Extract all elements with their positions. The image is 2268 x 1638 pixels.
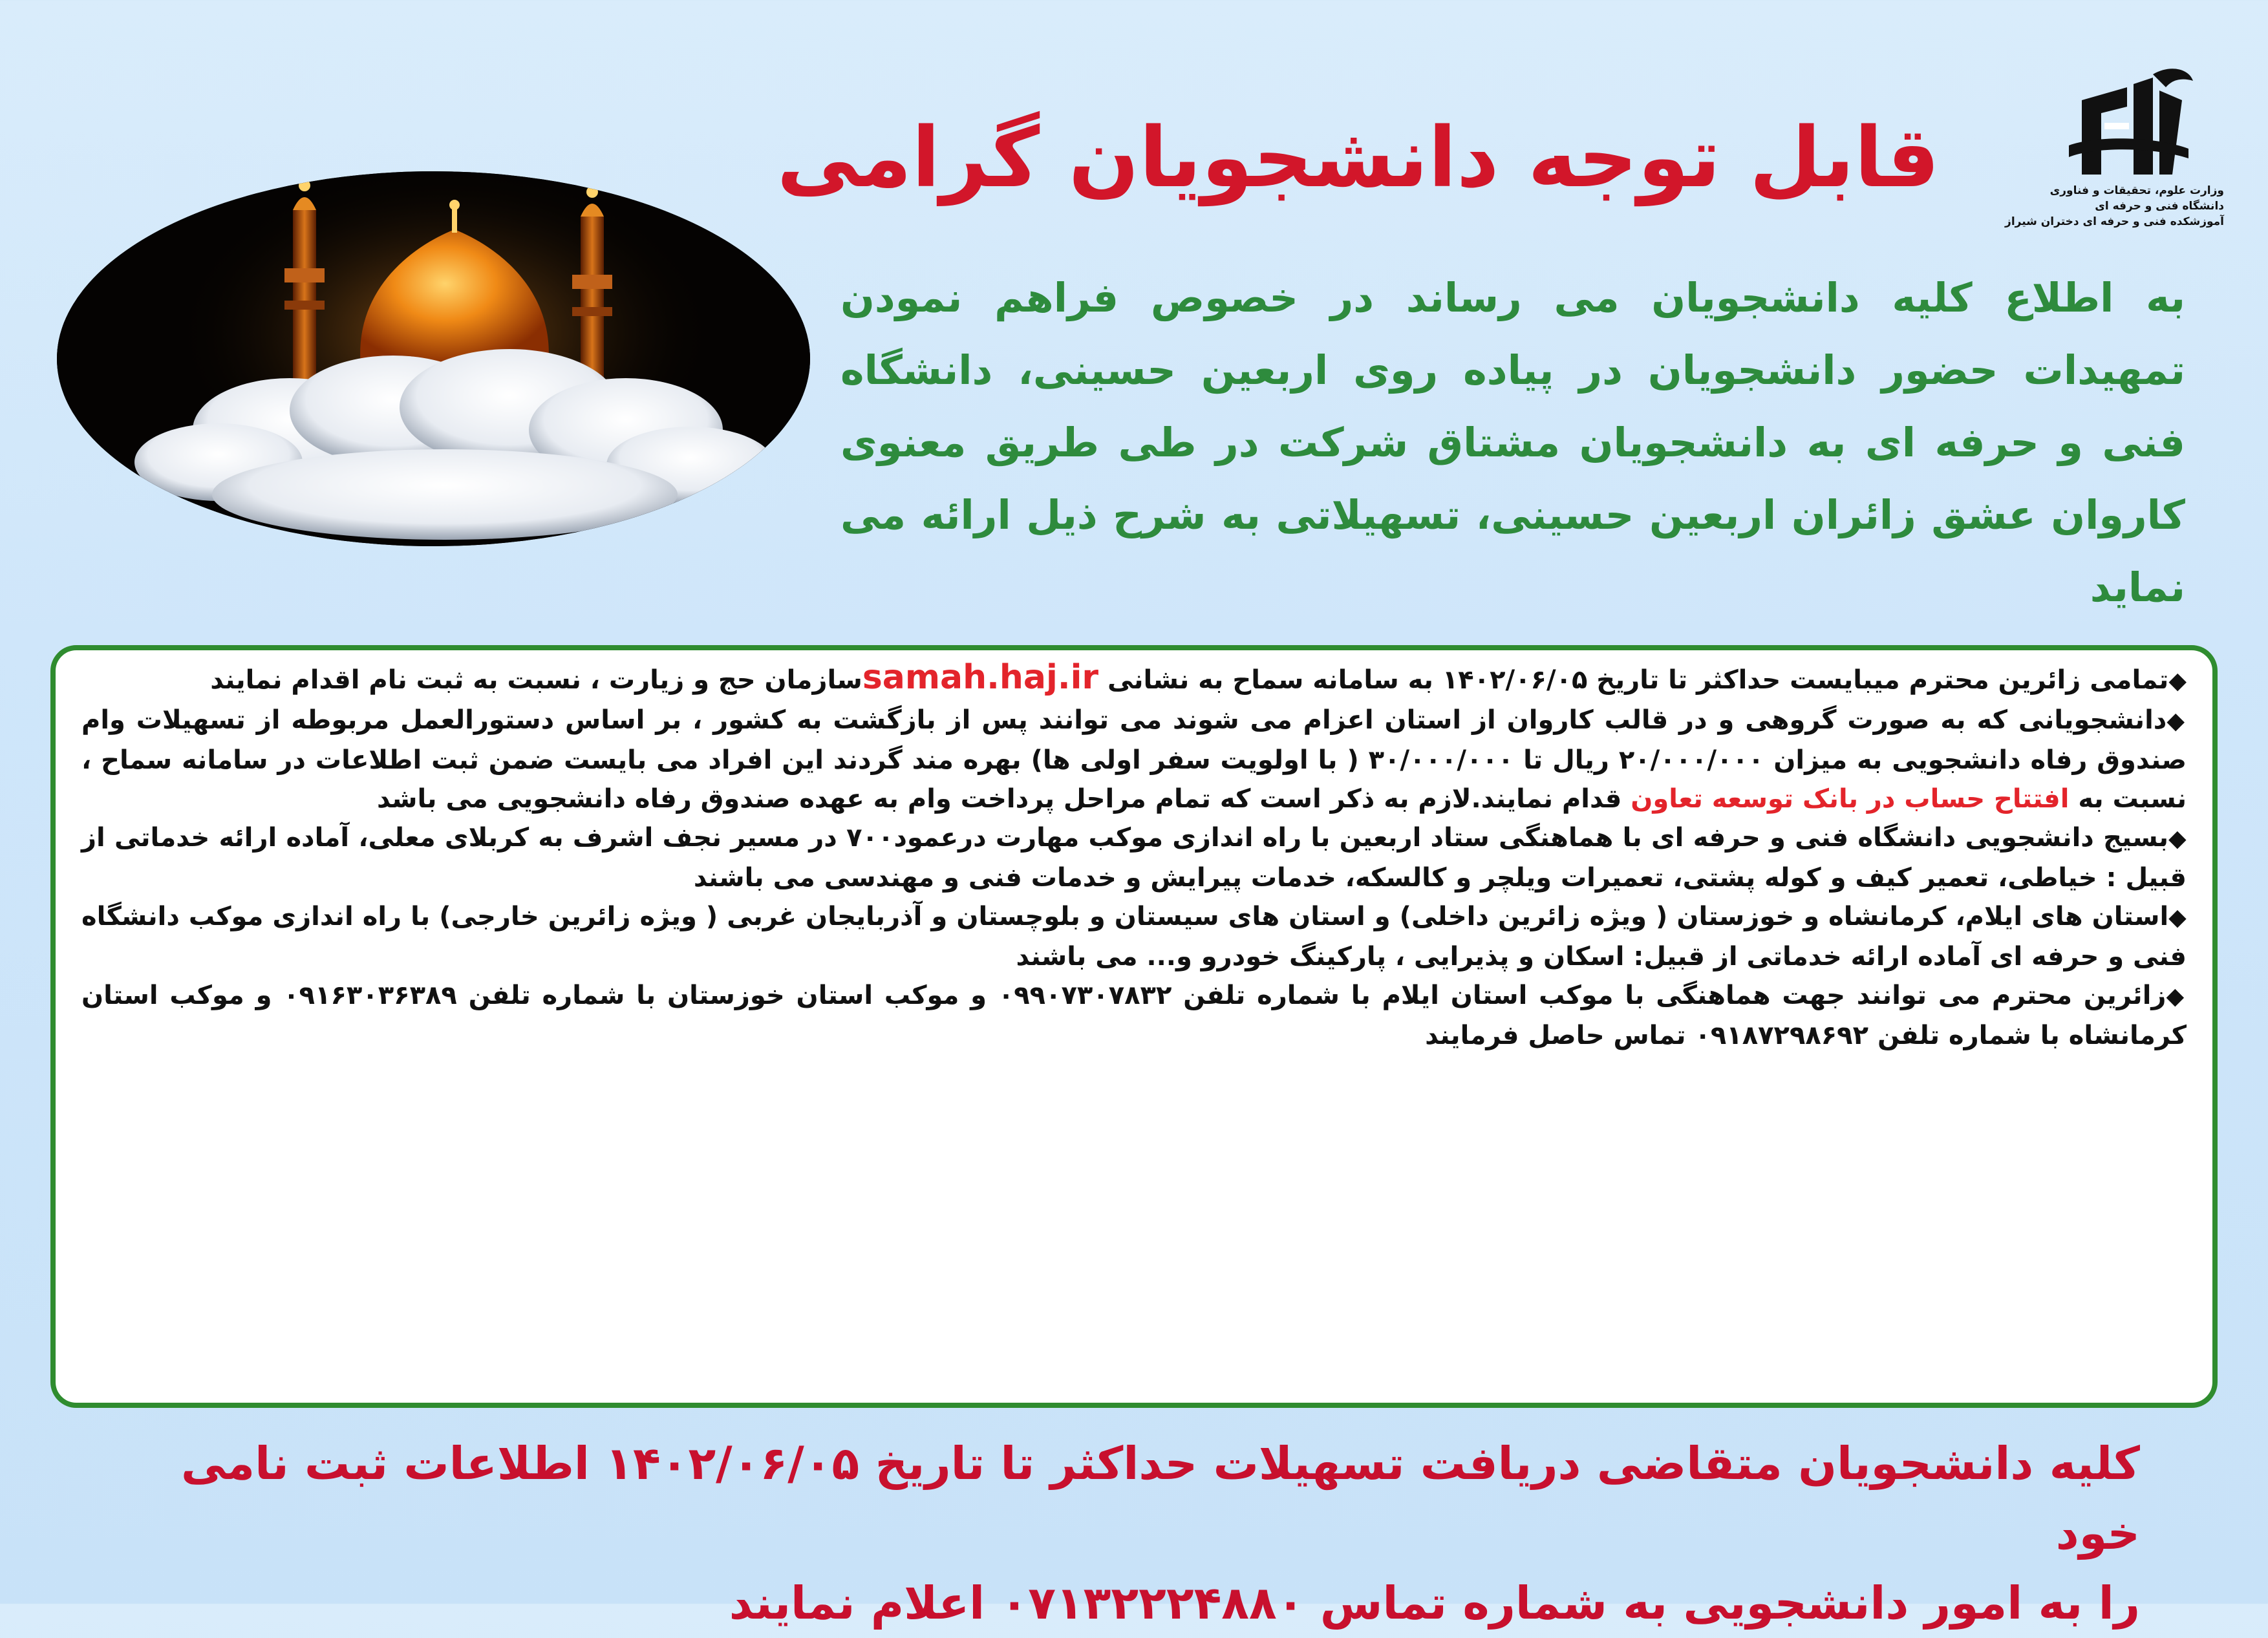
info-list [81,658,2187,1396]
info-box [50,645,2218,1408]
samah-link[interactable]: samah.haj.ir [862,658,1099,697]
item-text: سازمان حج و زیارت ، نسبت به ثبت نام اقدام نمایند [210,665,862,695]
item-text: استان های ایلام، کرمانشاه و خوزستان ( ویژه زائرین داخلی) و استان های سیستان و بلوچستان و آذربایجان غربی ( ویژه زائرین خارجی) با راه اندازی موکب دانشگاه فنی و حرفه ای آماده ارائه خدماتی از قبیل: اسکان و پذیرایی ، پارکینگ خودرو و... می باشند [81,902,2187,972]
logo-text-college: آموزشکده فنی و حرفه ای دختران شیراز [2005,215,2224,228]
footer-line-1: کلیه دانشجویان متقاضی دریافت تسهیلات حداکثر تا تاریخ ۱۴۰۲/۰۶/۰۵ اطلاعات ثبت نامی خود [180,1437,2140,1560]
list-item [81,818,2187,897]
logo-text-university: دانشگاه فنی و حرفه ای [2095,200,2224,213]
bullet-icon: ◆ [2168,825,2187,852]
bullet-icon: ◆ [2166,708,2187,734]
intro-paragraph: به اطلاع کلیه دانشجویان می رساند در خصوص فراهم نمودن تمهیدات حضور دانشجویان در پیاده روی اربعین حسینی، دانشگاه فنی و حرفه ای به دانشجویان مشتاق شرکت در طی طریق معنوی کاروان عشق زائران اربعین حسینی، تسهیلاتی به شرح ذیل ارائه می نماید [840,274,2185,611]
page-title: قابل توجه دانشجویان گرامی [776,110,1940,206]
footer-line-2: را به امور دانشجویی به شماره تماس ۰۷۱۳۲۲۲۴۸۸۰ اعلام نمایند [729,1577,2140,1630]
item-text: دانشجویانی که به صورت گروهی و در قالب کاروان از استان اعزام می شوند می توانند پس از بازگشت به کشور ، بر اساس دستورالعمل مربوطه از تسهیلات وام صندوق رفاه دانشجویی به میزان ۲۰/۰۰۰/۰۰۰ ریال تا ۳۰/۰۰۰/۰۰۰ ( با اولویت سفر اولی ها) بهره مند گردند این افراد می بایست ضمن ثبت اطلاعات در سامانه سماح ، نسبت به [81,705,2187,814]
logo-text-ministry: وزارت علوم، تحقیقات و فناوری [2049,184,2224,197]
item-text: تمامی زائرین محترم میبایست حداکثر تا تاریخ ۱۴۰۲/۰۶/۰۵ به سامانه سماح به نشانی [1098,665,2169,695]
shrine-dome-image [57,171,810,546]
list-item [81,658,2187,701]
footer-notice [168,1429,2140,1638]
university-logo [2005,61,2224,236]
bullet-icon: ◆ [2168,668,2187,694]
item-text: بسیج دانشجویی دانشگاه فنی و حرفه ای با هماهنگی ستاد اربعین با راه اندازی موکب مهارت درعمود۷۰۰ در مسیر نجف اشرف به کربلای معلی، آماده ارائه خدماتی از قبیل : خیاطی، تعمیر کیف و کوله پشتی، تعمیرات ویلچر و کالسکه، خدمات پیرایش و خدمات فنی و مهندسی می باشند [81,823,2187,893]
list-item [81,976,2187,1055]
list-item [81,701,2187,818]
item-text: قدام نمایند.لازم به ذکر است که تمام مراحل پرداخت وام به عهده صندوق رفاه دانشجویی می باشد [377,784,1631,814]
highlight-text: افتتاح حساب در بانک توسعه تعاون [1631,784,2070,814]
bullet-icon: ◆ [2168,904,2187,931]
item-text: زائرین محترم می توانند جهت هماهنگی با موکب استان ایلام با شماره تلفن ۰۹۹۰۷۳۰۷۸۳۲ و موکب استان خوزستان با شماره تلفن ۰۹۱۶۳۰۳۶۳۸۹ و موکب استان کرمانشاه با شماره تلفن ۰۹۱۸۷۲۹۸۶۹۲ تماس حاصل فرمایند [81,981,2187,1050]
shrine-image [57,171,810,546]
bullet-icon: ◆ [2166,983,2187,1010]
list-item [81,897,2187,976]
university-logo-icon [2056,61,2198,184]
